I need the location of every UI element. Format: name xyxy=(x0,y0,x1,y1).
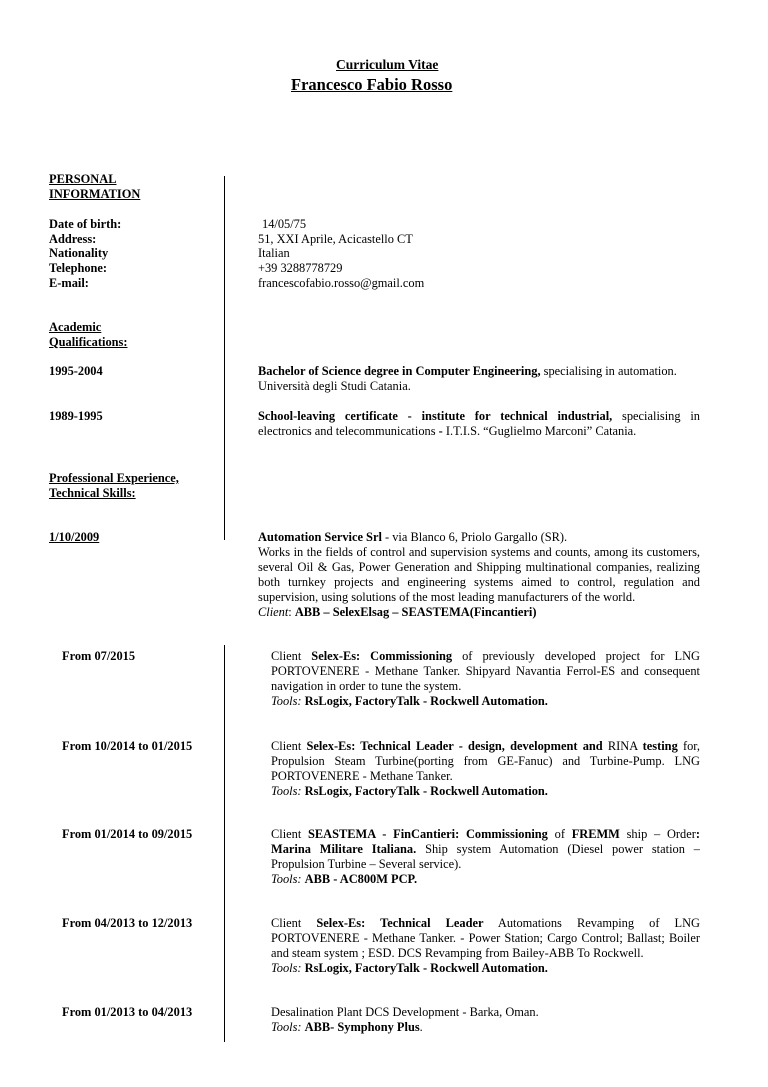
academic-heading: Academic Qualifications: xyxy=(49,320,128,349)
project-entry: Client Selex-Es: Technical Leader Automations Revamping of LNG PORTOVENERE - Methane Tanker. - Power Station; Cargo Control; Ballast; Boiler and steam system ; ESD. DCS Revamping from Bailey-ABB To Rockwell. Tools: RsLogix, FactoryTalk - Rockwell Automation. xyxy=(271,916,700,975)
school-entry: School-leaving certificate - institute for technical industrial, specialising in electronics and telecommunications - I.T.I.S. “Guglielmo Marconi” Catania. xyxy=(258,409,700,438)
experience-heading: Professional Experience, Technical Skills: xyxy=(49,471,179,500)
project-entry: Client Selex-Es: Commissioning of previously developed project for LNG PORTOVENERE - Methane Tanker. Shipyard Navantia Ferrol-ES and consequent navigation in order to tune the system. Tools: RsLogix, FactoryTalk - Rockwell Automation. xyxy=(271,649,700,708)
document-title: Curriculum Vitae xyxy=(336,57,439,72)
employer-description: Works in the fields of control and supervision systems and counts, among its customers, several Oil & Gas, Power Generation and Shipping multinational companies, realizing both turnkey projects and engineering systems aimed to control, regulation and supervision, using solutions of the most leading manufacturers of the world. xyxy=(258,545,700,604)
project-entry: Client SEASTEMA - FinCantieri: Commissioning of FREMM ship – Order: Marina Militare Italiana. Ship system Automation (Diesel power station – Propulsion Turbine – Several service). Tools: ABB - AC800M PCP. xyxy=(271,827,700,886)
email-label: E-mail: xyxy=(49,276,89,290)
project-period: From 04/2013 to 12/2013 xyxy=(62,916,193,930)
nationality-value: Italian xyxy=(258,246,290,260)
project-period: From 01/2013 to 04/2013 xyxy=(62,1005,193,1019)
address-value: 51, XXI Aprile, Acicastello CT xyxy=(258,232,413,246)
birth-label: Date of birth: xyxy=(49,217,122,231)
school-period: 1989-1995 xyxy=(49,409,103,423)
degree-period: 1995-2004 xyxy=(49,364,103,378)
personal-heading: PERSONAL INFORMATION xyxy=(49,172,141,201)
column-divider-lower xyxy=(224,645,225,1042)
employment-start-date: 1/10/2009 xyxy=(49,530,100,544)
project-entry: Desalination Plant DCS Development - Barka, Oman. Tools: ABB- Symphony Plus. xyxy=(271,1005,539,1034)
project-period: From 07/2015 xyxy=(62,649,136,663)
email-value: francescofabio.rosso@gmail.com xyxy=(258,276,425,290)
telephone-label: Telephone: xyxy=(49,261,108,275)
nationality-label: Nationality xyxy=(49,246,109,260)
employer-entry: Automation Service Srl - via Blanco 6, Priolo Gargallo (SR). Works in the fields of control and supervision systems and counts, among its customers, several Oil & Gas, Power Generation and Shipping multinational companies, realizing both turnkey projects and engineering systems aimed to control, regulation and supervision, using solutions of the most leading manufacturers of the world. Client: ABB – SelexElsag – SEASTEMA(Fincantieri) xyxy=(258,530,700,619)
telephone-value: +39 3288778729 xyxy=(258,261,343,275)
project-period: From 10/2014 to 01/2015 xyxy=(62,739,193,753)
column-divider-upper xyxy=(224,176,225,540)
address-label: Address: xyxy=(49,232,97,246)
birth-value: 14/05/75 xyxy=(262,217,307,231)
project-entry: Client Selex-Es: Technical Leader - design, development and RINA testing for, Propulsion Steam Turbine(porting from GE-Fanuc) and Turbine-Pump. LNG PORTOVENERE - Methane Tanker. Tools: RsLogix, FactoryTalk - Rockwell Automation. xyxy=(271,739,700,798)
candidate-name: Francesco Fabio Rosso xyxy=(291,75,453,94)
project-period: From 01/2014 to 09/2015 xyxy=(62,827,193,841)
degree-entry: Bachelor of Science degree in Computer Engineering, specialising in automation. Università degli Studi Catania. xyxy=(258,364,677,393)
